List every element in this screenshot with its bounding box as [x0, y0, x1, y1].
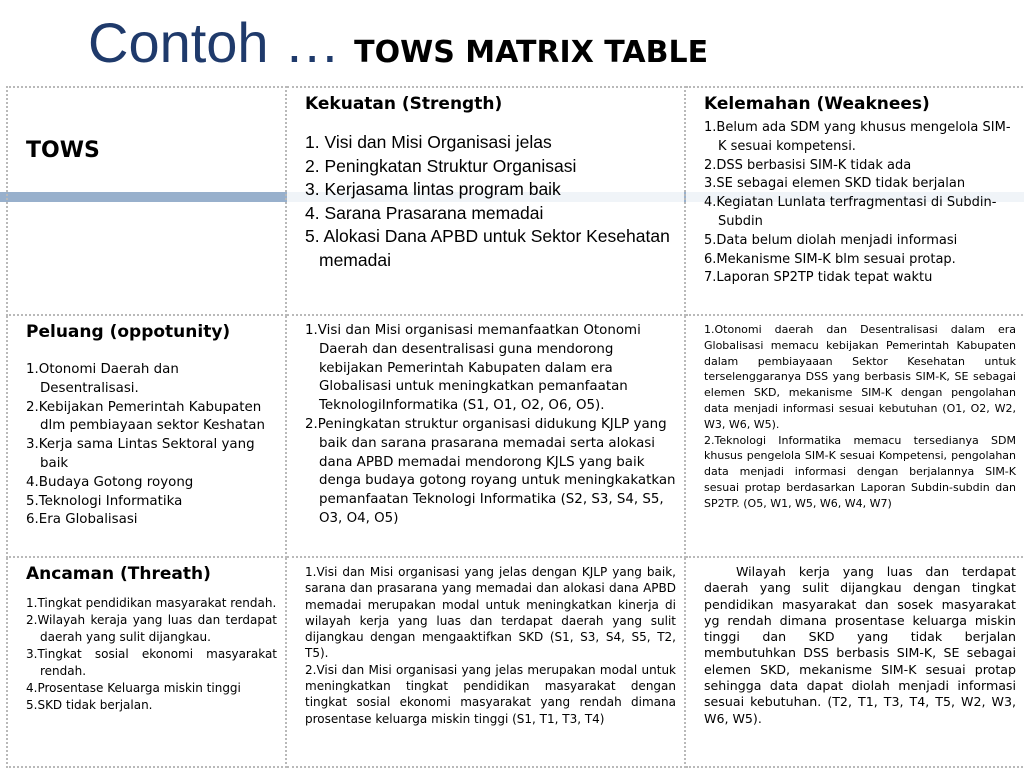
wo-paragraph-1: 1.Otonomi daerah dan Desentralisasi dalam era Globalisasi memacu kebijakan Pemerintah Kabupaten dalam pembiayaaan Sektor Kesehatan untuk terselenggaranya DSS yang berbasis SIM-K, SE sebagai elemen SKD, mekanisme SIM-K dengan pengolahan data menjadi informasi sesuai kebutuhan (O1, O2, W2, W3, W6, W5). — [704, 323, 1016, 431]
wo-strategy-text — [704, 322, 1016, 512]
st-strategy-text — [305, 564, 676, 727]
wo-strategy-cell — [685, 315, 1024, 557]
list-item: 4.Prosentase Keluarga miskin tinggi — [26, 681, 241, 695]
so-strategy-list — [305, 322, 676, 529]
opportunity-row — [7, 315, 1024, 557]
weakness-cell — [685, 87, 1024, 315]
list-item: 6.Era Globalisasi — [26, 512, 138, 528]
wo-paragraph-2: 2.Teknologi Informatika memacu tersedianya SDM khusus pengelola SIM-K sesuai Kompetensi, pengolahan data menjadi informasi dengan berjalannya SIM-K sesuai protap berdasarkan Laporan Subdin-subdin dan SP2TP. (O5, W1, W5, W6, W4, W7) — [704, 433, 1016, 510]
list-item: 6.Mekanisme SIM-K blm sesuai protap. — [704, 251, 956, 267]
list-item: 3. Kerjasama lintas program baik — [305, 179, 561, 199]
threat-header: Ancaman (Threath) — [26, 564, 211, 584]
list-item: 2. Peningkatan Struktur Organisasi — [305, 155, 577, 176]
opportunity-header: Peluang (oppotunity) — [26, 322, 231, 342]
list-item: 1.Tingkat pendidikan masyarakat rendah. — [26, 596, 277, 610]
wt-strategy-text: Wilayah kerja yang luas dan terdapat daerah yang sulit dijangkau dengan tingkat pendidikan masyarakat dan sosek masyarakat yg rendah dimana prosentase keluarga miskin tinggi dan SKD yang tidak berjalan membutuhkan DSS berbasis SIM-K, SE sebagai elemen SKD, mekanisme SIM-K sesuai protap sehingga data dapat diolah menjadi informasi sesuai kebutuhan. (T2, T1, T3, T4, T5, W2, W3, W6, W5). — [704, 564, 1016, 726]
list-item: 2.Peningkatan struktur organisasi didukung KJLP yang baik dan sarana prasarana memadai serta alokasi dana APBD memadai mendorong KJLS yang baik denga budaya gotong royang untuk meningkakatkan pemanfaatan Teknologi Informatika (S2, S3, S4, S5, O3, O4, O5) — [305, 416, 676, 526]
threat-list — [26, 595, 277, 714]
list-item: 4.Kegiatan Lunlata terfragmentasi di Subdin-Subdin — [704, 195, 997, 229]
list-item: 5.Teknologi Informatika — [26, 493, 183, 509]
strength-cell — [286, 87, 685, 315]
list-item: 5. Alokasi Dana APBD untuk Sektor Kesehatan memadai — [305, 226, 670, 270]
list-item: 2.Kebijakan Pemerintah Kabupaten dlm pembiayaan sektor Keshatan — [26, 399, 265, 434]
opportunity-cell — [7, 315, 286, 557]
weakness-list — [704, 119, 1016, 288]
strength-list — [305, 131, 676, 272]
opportunity-list — [26, 361, 277, 530]
list-item: 2.DSS berbasisi SIM-K tidak ada — [704, 157, 912, 173]
so-strategy-cell — [286, 315, 685, 557]
wt-strategy-cell — [685, 557, 1024, 767]
corner-cell — [7, 87, 286, 315]
tows-matrix-table — [6, 86, 1024, 768]
list-item: 1. Visi dan Misi Organisasi jelas — [305, 132, 552, 152]
strength-header: Kekuatan (Strength) — [305, 94, 503, 114]
st-strategy-cell — [286, 557, 685, 767]
list-item: 3.Tingkat sosial ekonomi masyarakat rendah. — [26, 647, 277, 678]
list-item: 1.Belum ada SDM yang khusus mengelola SIM-K sesuai kompetensi. — [704, 120, 1011, 154]
list-item: 4.Budaya Gotong royong — [26, 474, 194, 490]
list-item: 2.Wilayah keraja yang luas dan terdapat daerah yang sulit dijangkau. — [26, 613, 277, 644]
slide-title — [88, 4, 708, 92]
list-item: 1.Otonomi Daerah dan Desentralisasi. — [26, 362, 179, 396]
title-main-text: Contoh … — [88, 11, 341, 74]
title-bar — [0, 0, 1024, 86]
title-sub-text: TOWS MATRIX TABLE — [354, 35, 709, 70]
list-item: 7.Laporan SP2TP tidak tepat waktu — [704, 270, 933, 286]
weakness-header: Kelemahan (Weaknees) — [704, 94, 930, 114]
header-row — [7, 87, 1024, 315]
threat-row — [7, 557, 1024, 767]
threat-cell — [7, 557, 286, 767]
st-paragraph-1: 1.Visi dan Misi organisasi yang jelas dengan KJLP yang baik, sarana dan prasarana yang memadai dan alokasi dana APBD memadai merupakan modal untuk meningkatkan kinerja di wilayah kerja yang luas dan terdapat daerah yang sulit dijangkau dengan mengaaktifkan SKD (S1, S3, S4, S5, T2, T5). — [305, 565, 676, 661]
list-item: 5.Data belum diolah menjadi informasi — [704, 232, 958, 248]
list-item: 1.Visi dan Misi organisasi memanfaatkan Otonomi Daerah dan desentralisasi guna mendorong kebijakan Pemerintah Kabupaten dalam era Globalisasi untuk meningkatkan pemanfaatan TeknologiInformatika (S1, O1, O2, O6, O5). — [305, 323, 641, 414]
tows-label: TOWS — [26, 138, 100, 163]
list-item: 3.SE sebagai elemen SKD tidak berjalan — [704, 176, 966, 192]
list-item: 4. Sarana Prasarana memadai — [305, 202, 544, 223]
st-paragraph-2: 2.Visi dan Misi organisasi yang jelas merupakan modal untuk meningkatkan tingkat pendidikan masyarakat dengan tingkat sosial ekonomi masyarakat yang rendah dimana prosentase keluarga miskin tinggi (S1, T1, T3, T4) — [305, 662, 676, 726]
list-item: 5.SKD tidak berjalan. — [26, 698, 153, 712]
list-item: 3.Kerja sama Lintas Sektoral yang baik — [26, 437, 255, 471]
